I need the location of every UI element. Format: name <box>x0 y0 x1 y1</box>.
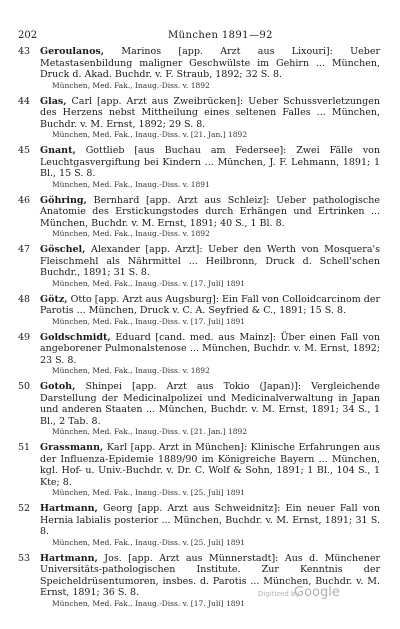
page-number: 202 <box>18 30 38 41</box>
author-name: Goldschmidt, <box>40 331 111 343</box>
entry-text: Shinpei [app. Arzt aus Tokio (Japan)]: Vergleichende Darstellung der Medicinalpolizei und Medicinalverwaltung in Japan und anderen Staaten ... München, Buchdr. v. M. Ernst, 1891; 34 S., 1 Bl., 2 Tab. 8. <box>40 381 380 427</box>
entry-body <box>40 294 380 317</box>
entry-text: Bernhard [app. Arzt aus Schleiz]: Ueber pathologische Anatomie des Erstickungstodes durch Erhängen und Ertrinken ... München, Buchdr. v. M. Ernst, 1891; 40 S., 1 Bl. 8. <box>40 194 380 229</box>
author-name: Grassmann, <box>40 442 104 453</box>
entry-number: 44 <box>18 95 31 107</box>
list-item <box>18 244 380 289</box>
entry-meta: München, Med. Fak., Inaug.-Diss. v. [21. Jan.] 1892 <box>52 130 248 139</box>
entry-number: 47 <box>18 244 31 255</box>
author-name: Glas, <box>40 95 67 107</box>
entry-meta: München, Med. Fak., Inaug.-Diss. v. [25. Juli] 1891 <box>52 537 246 547</box>
entry-number: 49 <box>18 331 31 343</box>
entry-body <box>40 332 380 367</box>
entry-meta: München, Med. Fak., Inaug.-Diss. v. 1892 <box>52 229 210 238</box>
google-watermark <box>258 585 378 601</box>
entry-text: Carl [app. Arzt aus Zweibrücken]: Ueber Schussverletzungen des Herzens nebst Mittheilung eines seltenen Falles ... München, Buchdr. v. M. Ernst, 1892; 29 S. 8. <box>40 95 380 130</box>
list-item <box>18 96 380 141</box>
entry-body <box>40 381 380 427</box>
list-item <box>18 503 380 548</box>
list-item <box>18 332 380 377</box>
entry-text: Jos. [app. Arzt aus Münnerstadt]: Aus d. Münchener Universitäts-pathologischen Institute. Zur Kenntnis der Speicheldrüsentumoren, insbes. d. Parotis ... München, Buchdr. v. M. Ernst, 1891; 36 S. 8. <box>40 552 380 598</box>
entry-body <box>40 96 380 131</box>
author-name: Gotoh, <box>40 381 76 392</box>
entry-text: Georg [app. Arzt aus Schweidnitz]: Ein neuer Fall von Hernia labialis posterior ... München, Buchdr. v. M. Ernst, 1891; 31 S. 8. <box>40 503 380 537</box>
google-logo-text: Google <box>294 585 340 600</box>
entry-number: 50 <box>18 381 31 392</box>
entry-number: 45 <box>18 145 31 156</box>
entry-text: Otto [app. Arzt aus Augsburg]: Ein Fall von Colloidcarcinom der Parotis ... München, Druck v. C. A. Seyfried & C., 1891; 15 S. 8. <box>40 293 380 316</box>
entry-meta: München, Med. Fak., Inaug.-Diss. v. [25. Juli] 1891 <box>52 488 246 497</box>
running-title: München 1891—92 <box>168 30 273 41</box>
entry-body <box>40 195 380 230</box>
author-name: Göhring, <box>40 194 87 206</box>
entry-body <box>40 503 380 538</box>
entry-meta: München, Med. Fak., Inaug.-Diss. v. 1892 <box>52 366 210 375</box>
entry-meta: München, Med. Fak., Inaug.-Diss. v. [17. Juli] 1891 <box>52 316 246 326</box>
entry-meta: München, Med. Fak., Inaug.-Diss. v. 1891 <box>52 179 210 189</box>
author-name: Hartmann, <box>40 503 98 514</box>
author-name: Götz, <box>40 293 68 305</box>
list-item <box>18 145 380 190</box>
entry-number: 53 <box>18 552 31 564</box>
entry-number: 43 <box>18 46 31 57</box>
author-name: Göschel, <box>40 244 86 255</box>
entry-number: 52 <box>18 503 31 514</box>
entry-number: 48 <box>18 293 31 305</box>
author-name: Gnant, <box>40 145 76 156</box>
author-name: Geroulanos, <box>40 46 105 57</box>
author-name: Hartmann, <box>40 552 98 564</box>
entry-text: Karl [app. Arzt in München]: Klinische Erfahrungen aus der Influenza-Epidemie 1889/90 im Königreiche Bayern ... München, kgl. Hof- u. Univ.-Buchdr. v. Dr. C. Wolf & Sohn, 1891; 1 Bl., 104 S., 1 Kte; 8. <box>40 442 380 488</box>
entry-text: Marinos [app. Arzt aus Lixouri]: Ueber Metastasenbildung maligner Geschwülste im Gehirn ... München, Druck d. Akad. Buchdr. v. F. Straub, 1892; 32 S. 8. <box>40 46 380 80</box>
list-item <box>18 195 380 240</box>
entry-body <box>40 145 380 180</box>
entry-number: 46 <box>18 194 31 206</box>
entry-body <box>40 442 380 488</box>
entry-body <box>40 46 380 81</box>
entry-number: 51 <box>18 442 31 453</box>
list-item <box>18 294 380 327</box>
entry-text: Eduard [cand. med. aus Mainz]: Über einen Fall von angeborener Pulmonalstenose ... München, Buchdr. v. M. Ernst, 1892; 23 S. 8. <box>40 331 380 366</box>
entry-list <box>18 46 380 614</box>
digitized-by-text: Digitized by <box>258 590 300 598</box>
page-header <box>18 30 370 44</box>
entry-text: Alexander [app. Arzt]: Ueber den Werth von Mosquera's Fleischmehl als Nährmittel ... Heilbronn, Druck d. Schell'schen Buchdr., 1891; 31 S. 8. <box>40 244 380 278</box>
list-item <box>18 46 380 91</box>
entry-meta: München, Med. Fak., Inaug.-Diss. v. [17. Juli] 1891 <box>52 598 246 608</box>
list-item <box>18 442 380 498</box>
entry-text: Gottlieb [aus Buchau am Federsee]: Zwei Fälle von Leuchtgasvergiftung bei Kindern ... München, J. F. Lehmann, 1891; 1 Bl., 15 S. 8. <box>40 145 380 179</box>
entry-meta: München, Med. Fak., Inaug.-Diss. v. [21. Jan.] 1892 <box>52 427 248 436</box>
entry-meta: München, Med. Fak., Inaug.-Diss. v. 1892 <box>52 80 210 90</box>
entry-meta: München, Med. Fak., Inaug.-Diss. v. [17. Juli] 1891 <box>52 278 246 288</box>
list-item <box>18 381 380 437</box>
entry-body <box>40 244 380 279</box>
